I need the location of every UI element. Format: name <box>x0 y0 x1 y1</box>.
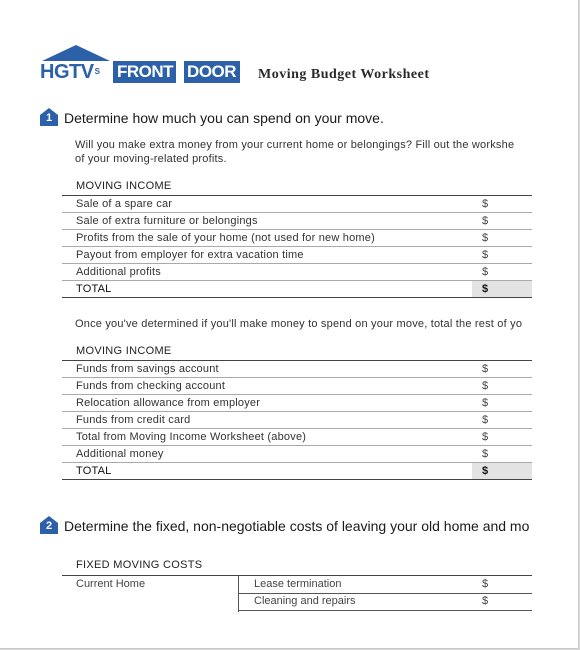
amount-field[interactable]: $ <box>482 232 489 244</box>
table-2-rows <box>62 361 532 480</box>
step-1-middle-text: Once you've determined if you'll make money to spend on your move, total the rest of yo <box>75 318 523 330</box>
total-amount-field[interactable]: $ <box>482 465 489 477</box>
step-1-heading: Determine how much you can spend on your move. <box>64 110 384 126</box>
table-row: Additional money $ <box>62 446 532 463</box>
logo-front-door-words: FRONT DOOR <box>117 62 237 81</box>
amount-field[interactable]: $ <box>482 595 489 607</box>
step-1-intro-line-1: Will you make extra money from your current home or belongings? Fill out the workshe <box>75 139 515 151</box>
table-row: Funds from savings account $ <box>62 361 532 378</box>
category-label: Current Home <box>76 578 146 590</box>
step-2-house-icon: 2 <box>40 516 58 534</box>
step-2-heading: Determine the fixed, non-negotiable costs of leaving your old home and mo <box>64 518 530 534</box>
table-row: Funds from credit card $ <box>62 412 532 429</box>
moving-income-table-2 <box>62 343 532 480</box>
amount-field[interactable]: $ <box>482 363 489 375</box>
document-title: Moving Budget Worksheet <box>258 67 430 82</box>
table-1-rows <box>62 196 532 298</box>
door-icon <box>176 61 184 83</box>
amount-field[interactable]: $ <box>482 198 489 210</box>
amount-field[interactable]: $ <box>482 380 489 392</box>
moving-income-table-1 <box>62 178 532 298</box>
logo-hgtv-text: HGTVS <box>40 61 100 83</box>
logo-front-door-text <box>113 61 240 83</box>
amount-field[interactable]: $ <box>482 266 489 278</box>
amount-field[interactable]: $ <box>482 215 489 227</box>
table-row: Relocation allowance from employer $ <box>62 395 532 412</box>
table-row: Sale of extra furniture or belongings $ <box>62 213 532 230</box>
amount-field[interactable]: $ <box>482 578 489 590</box>
table-header: FIXED MOVING COSTS <box>62 555 532 576</box>
amount-field[interactable]: $ <box>482 448 489 460</box>
fixed-costs-body <box>62 576 532 612</box>
table-row: Cleaning and repairs $ <box>239 593 532 611</box>
hgtv-front-door-logo <box>40 44 250 88</box>
house-roof-icon <box>40 44 112 62</box>
table-row: Total from Moving Income Worksheet (above) $ <box>62 429 532 446</box>
amount-field[interactable]: $ <box>482 397 489 409</box>
step-1-house-icon: 1 <box>40 108 58 126</box>
table-header: MOVING INCOME <box>62 343 532 361</box>
table-header: MOVING INCOME <box>62 178 532 196</box>
table-row: Funds from checking account $ <box>62 378 532 395</box>
total-row: TOTAL $ <box>62 281 532 298</box>
table-row: Payout from employer for extra vacation time $ <box>62 247 532 264</box>
amount-field[interactable]: $ <box>482 431 489 443</box>
step-1-intro-line-2: of your moving-related profits. <box>75 153 227 165</box>
table-row: Sale of a spare car $ <box>62 196 532 213</box>
total-row: TOTAL $ <box>62 463 532 480</box>
amount-field[interactable]: $ <box>482 249 489 261</box>
table-row: Lease termination $ <box>239 576 532 594</box>
table-row: Additional profits $ <box>62 264 532 281</box>
amount-field[interactable]: $ <box>482 414 489 426</box>
total-shade <box>472 463 532 479</box>
total-amount-field[interactable]: $ <box>482 283 489 295</box>
total-shade <box>472 281 532 297</box>
fixed-moving-costs-table <box>62 555 532 612</box>
table-row: Profits from the sale of your home (not used for new home) $ <box>62 230 532 247</box>
